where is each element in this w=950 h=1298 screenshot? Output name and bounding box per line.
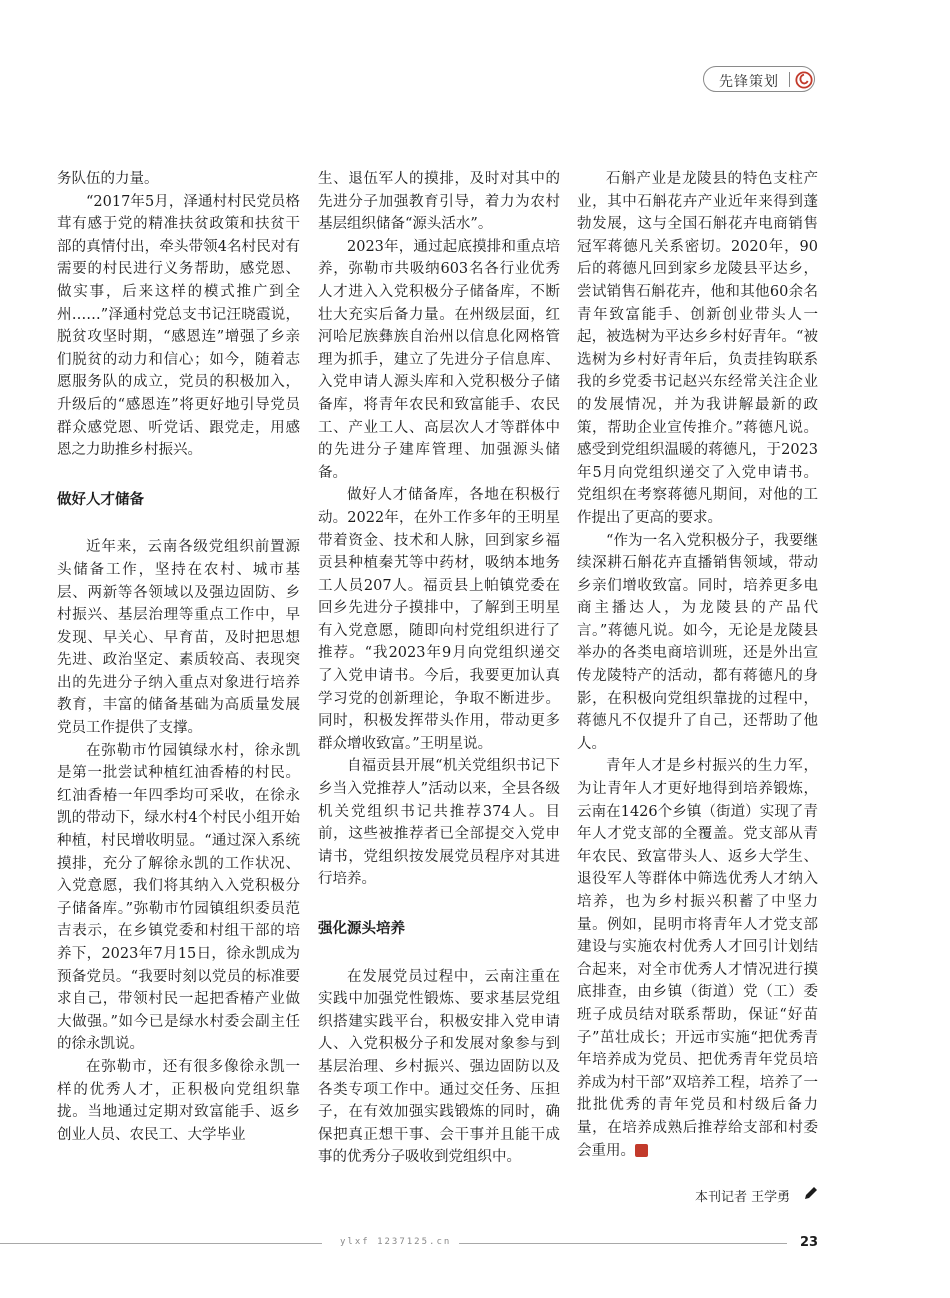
byline-text: 本刊记者 王学勇: [695, 1190, 791, 1205]
paragraph-text: 青年人才是乡村振兴的生力军，为让青年人才更好地得到培养锻炼，云南在1426个乡镇（街道）实现了青年人才党支部的全覆盖。党支部从青年农民、致富带头人、返乡大学生、退役军人等群体中筛选优秀人才纳入培养，也为乡村振兴积蓄了中坚力量。例如，昆明市将青年人才党支部建设与实施农村优秀人才回引计划结合起来，对全市优秀人才情况进行摸底排查，由乡镇（街道）党（工）委班子成员结对联系帮助，保证“好苗子”茁壮成长；开远市实施“把优秀青年培养成为党员、把优秀青年党员培养成为村干部”双培养工程，培养了一批批优秀的青年党员和村级后备力量，在培养成熟后推荐给支部和村委会重用。: [577, 758, 818, 1159]
footer-rule-right: [459, 1243, 787, 1244]
paragraph: 自福贡县开展“机关党组织书记下乡当入党推荐人”活动以来，全县各级机关党组织书记共推荐374人。目前，这些被推荐者已全部提交入党申请书，党组织按发展党员程序对其进行培养。: [318, 758, 560, 888]
paragraph: 在弥勒市，还有很多像徐永凯一样的优秀人才，正积极向党组织靠拢。当地通过定期对致富能手、返乡创业人员、农民工、大学毕业: [57, 1058, 300, 1143]
paragraph: “2017年5月，泽通村村民党员格茸有感于党的精准扶贫政策和扶贫干部的真情付出，牵头带领4名村民对有需要的村民进行义务帮助，感党恩、做实事，后来这样的模式推广到全州……”泽通村党总支书记汪晓霞说，脱贫攻坚时期，“感恩连”增强了乡亲们脱贫的动力和信心；如今，随着志愿服务队的成立，党员的积极加入，升级后的“感恩连”将更好地引导党员群众感党恩、听党话、跟党走，用感恩之力助推乡村振兴。: [57, 193, 300, 459]
paragraph: 近年来，云南各级党组织前置源头储备工作，坚持在农村、城市基层、两新等各领域以及强边固防、乡村振兴、基层治理等重点工作中，早发现、早关心、早育苗，及时把思想先进、政治坚定、素质较高、表现突出的先进分子纳入重点对象进行培养教育，丰富的储备基础为高质量发展党员工作提供了支撑。: [57, 539, 300, 737]
paragraph: “作为一名入党积极分子，我要继续深耕石斛花卉直播销售领域，带动乡亲们增收致富。同时，培养更多电商主播达人，为龙陵县的产品代言。”蒋德凡说。如今，无论是龙陵县举办的各类电商培训班，还是外出宣传龙陵特产的活动，都有蒋德凡的身影，在积极向党组织靠拢的过程中，蒋德凡不仅提升了自己，还帮助了他人。: [577, 532, 818, 752]
paragraph: 在弥勒市竹园镇绿水村，徐永凯是第一批尝试种植红油香椿的村民。红油香椿一年四季均可采收，在徐永凯的带动下，绿水村4个村民小组开始种植，村民增收明显。“通过深入系统摸排，充分了解徐永凯的工作状况、入党意愿，我们将其纳入入党积极分子储备库。”弥勒市竹园镇组织委员范吉表示，在乡镇党委和村组干部的培养下，2023年7月15日，徐永凯成为预备党员。“我要时刻以党员的标准要求自己，带领村民一起把香椿产业做大做强。”如今已是绿水村委会副主任的徐永凯说。: [57, 742, 300, 1053]
paragraph: 在发展党员过程中，云南注重在实践中加强党性锻炼、要求基层党组织搭建实践平台，积极安排入党申请人、入党积极分子和发展对象参与到基层治理、乡村振兴、强边固防以及各类专项工作中。通过交任务、压担子，在有效加强实践锻炼的同时，确保把真正想干事、会干事并且能干成事的优秀分子吸收到党组织中。: [318, 968, 560, 1166]
footer-rule-left: [0, 1243, 322, 1244]
end-mark-icon: 云: [635, 1144, 648, 1157]
article-column-1: [57, 168, 300, 1146]
paragraph: 2023年，通过起底摸排和重点培养，弥勒市共吸纳603名各行业优秀人才进入入党积极分子储备库，不断壮大充实后备力量。在州级层面，红河哈尼族彝族自治州以信息化网格管理为抓手，建立了先进分子信息库、入党申请人源头库和入党积极分子储备库，将青年农民和致富能手、农民工、产业工人、高层次人才等群体中的先进分子建库管理、加强源头储备。: [318, 238, 560, 481]
section-label: 先锋策划: [719, 74, 779, 90]
footer-url: ylxf 1237125.cn: [340, 1237, 452, 1247]
section-divider: [789, 72, 790, 87]
pen-icon: [803, 1185, 819, 1201]
page-number: 23: [800, 1235, 819, 1250]
paragraph: 生、退伍军人的摸排，及时对其中的先进分子加强教育引导，着力为农村基层组织储备“源头活水”。: [318, 171, 560, 233]
section-tag: [703, 66, 815, 92]
paragraph: 务队伍的力量。: [57, 171, 159, 187]
section-heading: 强化源头培养: [318, 921, 405, 937]
paragraph: 做好人才储备库，各地在积极行动。2022年，在外工作多年的王明星带着资金、技术和人脉，回到家乡福贡县种植秦艽等中药材，吸纳本地务工人员207人。福贡县上帕镇党委在回乡先进分子摸排中，了解到王明星有入党意愿，随即向村党组织进行了推荐。“我2023年9月向党组织递交了入党申请书。今后，我要更加认真学习党的创新理论，争取不断进步。同时，积极发挥带头作用，带动更多群众增收致富。”王明星说。: [318, 487, 560, 752]
section-heading: 做好人才储备: [57, 491, 144, 508]
article-column-2: [318, 168, 560, 1169]
byline: [695, 1186, 790, 1205]
magazine-logo-icon: [795, 71, 813, 89]
paragraph: [577, 755, 818, 1162]
paragraph: 石斛产业是龙陵县的特色支柱产业，其中石斛花卉产业近年来得到蓬勃发展，这与全国石斛花卉电商销售冠军蒋德凡关系密切。2020年，90后的蒋德凡回到家乡龙陵县平达乡，尝试销售石斛花卉，他和其他60余名青年致富能手、创新创业带头人一起，被选树为平达乡乡村好青年。“被选树为乡村好青年后，负责挂钩联系我的乡党委书记赵兴东经常关注企业的发展情况，并为我讲解最新的政策，帮助企业宣传推介。”蒋德凡说。感受到党组织温暖的蒋德凡，于2023年5月向党组织递交了入党申请书。党组织在考察蒋德凡期间，对他的工作提出了更高的要求。: [577, 171, 818, 526]
article-column-3: [577, 168, 818, 1162]
